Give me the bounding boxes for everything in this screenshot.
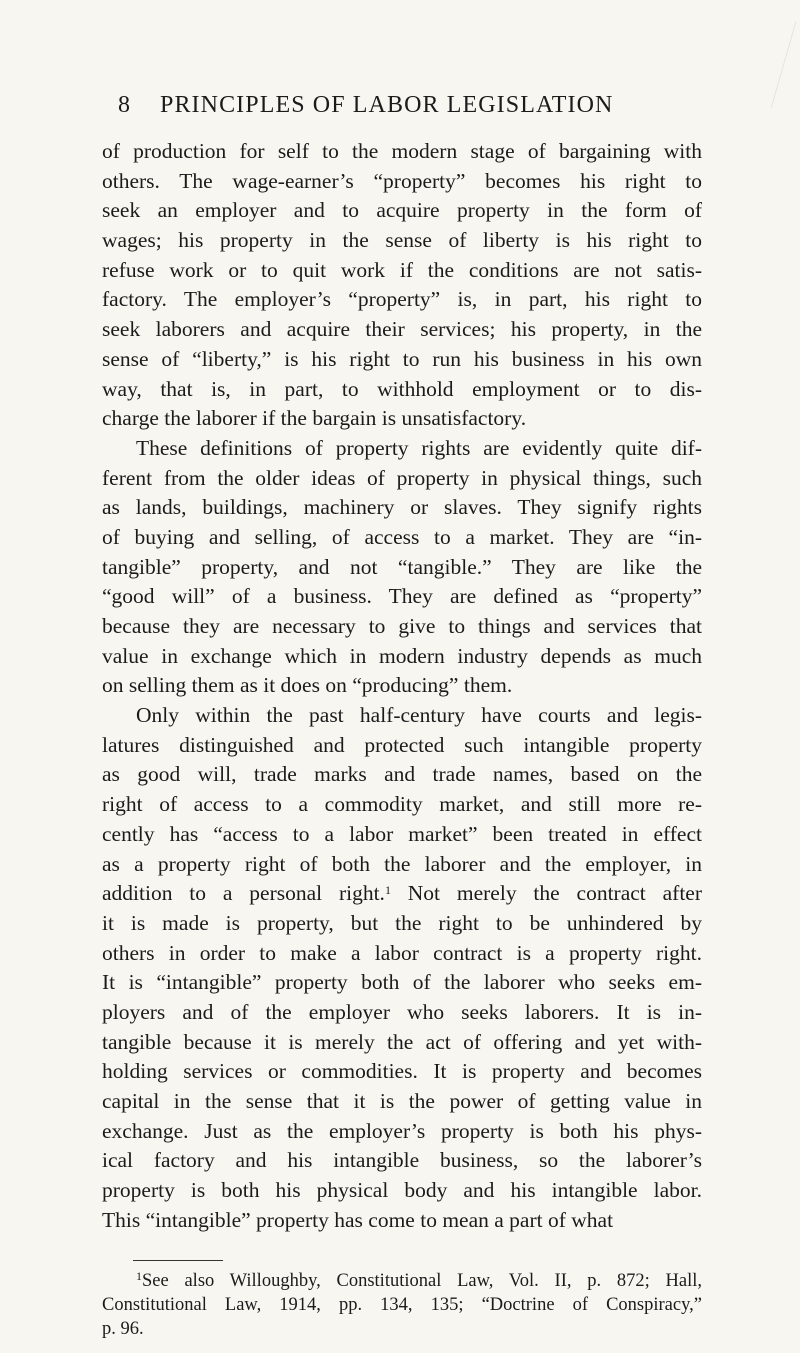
body-line: refuse work or to quit work if the conditions are not satis- bbox=[102, 257, 702, 282]
body-line-continuation: Not merely the contract after bbox=[390, 881, 702, 906]
body-line: as good will, trade marks and trade names, based on the bbox=[102, 762, 702, 787]
body-line: tangible” property, and not “tangible.” They are like the bbox=[102, 554, 702, 579]
body-line: latures distinguished and protected such intangible property bbox=[102, 732, 702, 757]
body-line: ployers and of the employer who seeks laborers. It is in- bbox=[102, 999, 702, 1024]
body-line: ical factory and his intangible business, so the laborer’s bbox=[102, 1148, 702, 1173]
running-head: PRINCIPLES OF LABOR LEGISLATION bbox=[160, 92, 614, 118]
footnote-line bbox=[102, 1269, 702, 1293]
body-line-with-footnote-ref bbox=[102, 879, 702, 909]
body-line-text: addition to a personal right. bbox=[102, 881, 385, 906]
footnotes bbox=[102, 1269, 702, 1341]
body-line: wages; his property in the sense of liberty is his right to bbox=[102, 228, 702, 253]
body-line: ferent from the older ideas of property in physical things, such bbox=[102, 465, 702, 490]
footnote-line: p. 96. bbox=[102, 1319, 144, 1339]
body-line: cently has “access to a labor market” been treated in effect bbox=[102, 821, 702, 846]
paragraph-start-line: These definitions of property rights are evidently quite dif- bbox=[136, 435, 702, 460]
body-line: “good will” of a business. They are defined as “property” bbox=[102, 584, 702, 609]
body-line: factory. The employer’s “property” is, in part, his right to bbox=[102, 287, 702, 312]
body-line: of production for self to the modern stage of bargaining with bbox=[102, 139, 702, 163]
footnote-reference: 1 bbox=[384, 883, 391, 898]
page-number: 8 bbox=[118, 92, 131, 118]
body-line: as a property right of both the laborer and the employer, in bbox=[102, 851, 702, 876]
body-line: value in exchange which in modern industry depends as much bbox=[102, 643, 702, 668]
body-line: it is made is property, but the right to be unhindered by bbox=[102, 910, 702, 935]
body-line: property is both his physical body and his intangible labor. bbox=[102, 1178, 702, 1203]
footnote-line: Constitutional Law, 1914, pp. 134, 135; “Doctrine of Conspiracy,” bbox=[102, 1295, 702, 1315]
body-line: seek laborers and acquire their services; his property, in the bbox=[102, 317, 702, 342]
body-line: sense of “liberty,” is his right to run his business in his own bbox=[102, 346, 702, 371]
body-line: others in order to make a labor contract is a property right. bbox=[102, 940, 702, 965]
body-line: right of access to a commodity market, and still more re- bbox=[102, 792, 702, 817]
body-line: holding services or commodities. It is property and becomes bbox=[102, 1059, 702, 1084]
page-edge-mark bbox=[771, 22, 800, 108]
paragraph-start-line: Only within the past half-century have courts and legis- bbox=[136, 703, 702, 728]
body-line: because they are necessary to give to things and services that bbox=[102, 614, 702, 638]
body-line: This “intangible” property has come to mean a part of what bbox=[102, 1207, 614, 1232]
footnote-number: 1 bbox=[136, 1269, 142, 1283]
body-line: exchange. Just as the employer’s property is both his phys- bbox=[102, 1118, 702, 1143]
body-line: way, that is, in part, to withhold employment or to dis- bbox=[102, 376, 702, 401]
body-text bbox=[102, 137, 702, 1235]
body-line: others. The wage-earner’s “property” becomes his right to bbox=[102, 168, 702, 193]
footnote-text: See also Willoughby, Constitutional Law, Vol. II, p. 872; Hall, bbox=[142, 1271, 702, 1291]
body-line: capital in the sense that it is the power of getting value in bbox=[102, 1089, 702, 1113]
body-line: as lands, buildings, machinery or slaves. They signify rights bbox=[102, 495, 702, 520]
body-line: It is “intangible” property both of the laborer who seeks em- bbox=[102, 970, 702, 995]
page-header bbox=[118, 92, 698, 126]
footnote-divider bbox=[133, 1260, 223, 1261]
body-line: tangible because it is merely the act of offering and yet with- bbox=[102, 1029, 702, 1054]
body-line: of buying and selling, of access to a market. They are “in- bbox=[102, 524, 702, 549]
body-line: on selling them as it does on “producing” them. bbox=[102, 673, 513, 698]
body-line: seek an employer and to acquire property in the form of bbox=[102, 198, 702, 223]
body-line: charge the laborer if the bargain is unsatisfactory. bbox=[102, 406, 527, 431]
